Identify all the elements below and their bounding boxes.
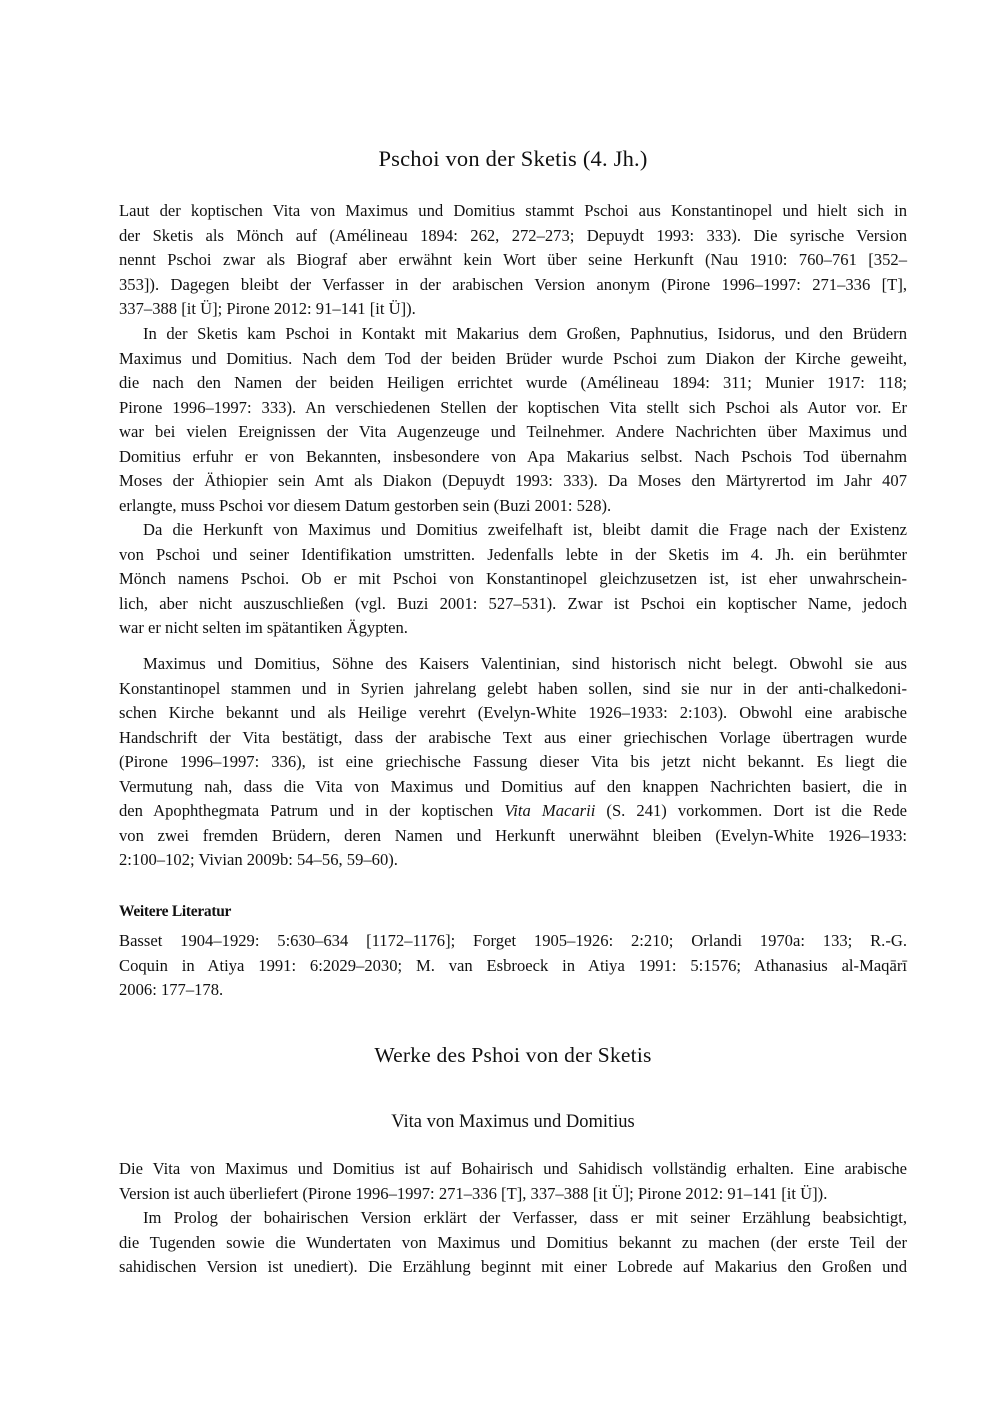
text-line: die Tugenden sowie die Wundertaten von Maximus und Domitius bekannt zu machen (der erste Teil der [119,1232,907,1252]
text-line: Laut der koptischen Vita von Maximus und Domitius stammt Pschoi aus Konstantinopel und hielt sich in [119,201,907,220]
text-line: erlangte, muss Pschoi vor diesem Datum gestorben sein (Buzi 2001: 528). [119,495,612,515]
further-reading-heading: Weitere Literatur [119,903,232,920]
text-fragment: (S. 241) vorkommen. Dort ist die Rede [595,801,907,820]
text-line: schen Kirche bekannt und als Heilige verehrt (Evelyn-White 1926–1933: 2:103). Obwohl eine arabische [119,703,907,722]
text-line: die nach den Namen der beiden Heiligen errichtet wurde (Amélineau 1894: 311; Munier 1917: 118; [119,373,907,392]
text-line: nennt Pschoi zwar als Biograf aber erwähnt kein Wort über seine Herkunft (Nau 1910: 760–761 [352– [119,250,907,269]
text-line: war bei vielen Ereignissen der Vita Augenzeuge und Teilnehmer. Andere Nachrichten über Maximus und [119,422,907,441]
text-line: Basset 1904–1929: 5:630–634 [1172–1176]; Forget 1905–1926: 2:210; Orlandi 1970a: 133; R.-G. [119,931,907,950]
text-line: Im Prolog der bohairischen Version erklärt der Verfasser, dass er mit seiner Erzählung beabsichtigt, [143,1208,907,1227]
text-line: 337–388 [it Ü]; Pirone 2012: 91–141 [it Ü]). [119,299,416,318]
text-line: 2:100–102; Vivian 2009b: 54–56, 59–60). [119,850,398,869]
paragraph-4 [119,652,907,873]
text-line: sahidischen Version ist unediert). Die Erzählung beginnt mit einer Lobrede auf Makarius den Großen und [119,1257,907,1276]
text-line: Maximus und Domitius. Nach dem Tod der beiden Brüder wurde Pschoi zum Diakon der Kirche geweiht, [119,348,907,368]
text-line: der Sketis als Mönch auf (Amélineau 1894: 262, 272–273; Depuydt 1993: 333). Die syrische Version [119,225,907,245]
text-line: von Pschoi und seiner Identifikation umstritten. Jedenfalls lebte in der Sketis im 4. Jh. ein berühmter [119,544,907,564]
text-line: Maximus und Domitius, Söhne des Kaisers Valentinian, sind historisch nicht belegt. Obwohl sie aus [143,654,907,673]
text-line: Mönch namens Pschoi. Ob er mit Pschoi von Konstantinopel gleichzusetzen ist, ist eher unwahrschein- [119,569,907,588]
paragraph-6 [119,1206,907,1280]
section-title: Werke des Pshoi von der Sketis [374,1043,652,1067]
text-line: Vermutung nah, dass die Vita von Maximus und Domitius auf den knappen Nachrichten basiert, die in [119,776,907,796]
text-line: Handschrift der Vita bestätigt, dass der arabische Text aus einer griechischen Vorlage übertragen wurde [119,727,907,747]
text-fragment: den Apophthegmata Patrum und in der koptischen [119,801,505,820]
text-line: lich, aber nicht auszuschließen (vgl. Buzi 2001: 527–531). Zwar ist Pschoi ein koptischer Name, jedoch [119,593,907,613]
text-line: Moses der Äthiopier sein Amt als Diakon (Depuydt 1993: 333). Da Moses den Märtyrertod im Jahr 407 [119,471,907,490]
section-title: Pschoi von der Sketis (4. Jh.) [378,146,648,171]
further-reading-list [119,929,907,1003]
text-line: (Pirone 1996–1997: 336), ist eine griechische Fassung dieser Vita bis jetzt nicht bekannt. Es liegt die [119,752,907,771]
text-line: 2006: 177–178. [119,980,224,999]
text-line: Konstantinopel stammen und in Syrien jahrelang gelebt haben sollen, sind sie nur in der anti-chalkedoni- [119,678,907,698]
text-line: 353]). Dagegen bleibt der Verfasser in der arabischen Version anonym (Pirone 1996–1997: 271–336 [T], [119,274,907,294]
text-line: Version ist auch überliefert (Pirone 1996–1997: 271–336 [T], 337–388 [it Ü]; Pirone 2012: 91–141 [it Ü]). [119,1183,828,1203]
text-line-with-italic [119,799,907,824]
text-line: Coquin in Atiya 1991: 6:2029–2030; M. van Esbroeck in Atiya 1991: 5:1576; Athanasius al-Maqārī [119,955,907,975]
paragraph-1 [119,199,907,322]
text-line: Die Vita von Maximus und Domitius ist auf Bohairisch und Sahidisch vollständig erhalten. Eine arabische [119,1159,907,1178]
text-line: war er nicht selten im spätantiken Ägypten. [119,618,408,637]
text-line: Pirone 1996–1997: 333). An verschiedenen Stellen der koptischen Vita stellt sich Pschoi als Autor vor. Er [119,397,907,417]
paragraph-5 [119,1157,907,1206]
text-line: Da die Herkunft von Maximus und Domitius zweifelhaft ist, bleibt damit die Frage nach der Existenz [143,520,907,539]
subsection-title: Vita von Maximus und Domitius [391,1112,635,1132]
paragraph-3 [119,518,907,641]
italic-title: Vita Macarii [504,801,596,820]
text-line: Domitius erfuhr er von Bekannten, insbesondere von Apa Makarius selbst. Nach Pschois Tod übernahm [119,446,907,466]
text-line: In der Sketis kam Pschoi in Kontakt mit Makarius dem Großen, Paphnutius, Isidorus, und den Brüdern [143,324,907,343]
text-line: von zwei fremden Brüdern, deren Namen und Herkunft unerwähnt bleiben (Evelyn-White 1926–1933: [119,825,907,845]
paragraph-2 [119,322,907,518]
